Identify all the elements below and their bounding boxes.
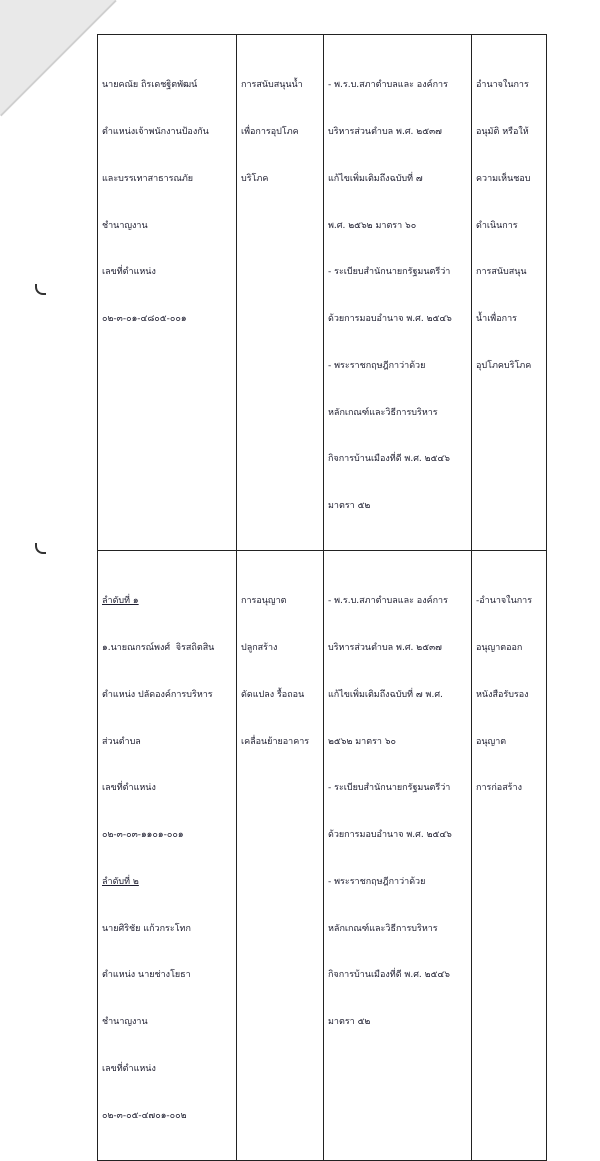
order-label: ลำดับที่ ๒	[102, 876, 139, 887]
order-label: ลำดับที่ ๑	[102, 596, 139, 607]
punch-hole-mark	[35, 284, 46, 295]
text-line: ตำแหน่ง ปลัดองค์การบริหาร	[102, 689, 213, 700]
text-line: อนุญาตออก	[476, 642, 523, 653]
text-line: การสนับสนุนน้ำ	[241, 80, 303, 91]
text-line: บริโภค	[241, 173, 269, 184]
text-line: ๒๕๖๒ มาตรา ๖๐	[328, 736, 397, 747]
text-line: -อำนาจในการ	[476, 596, 533, 607]
law-cell	[324, 35, 472, 551]
text-line: การก่อสร้าง	[476, 783, 522, 794]
text-line: เลขที่ตำแหน่ง	[102, 1064, 156, 1074]
text-line: ความเห็นชอบ	[476, 173, 531, 184]
text-line: กิจการบ้านเมืองที่ดี พ.ศ. ๒๕๔๖	[328, 970, 450, 981]
text-line: กิจการบ้านเมืองที่ดี พ.ศ. ๒๕๔๖	[328, 454, 450, 465]
text-line: หลักเกณฑ์และวิธีการบริหาร	[328, 923, 438, 934]
text-line: ๑.นายณกรณ์พงศ์ จิรสถิตสิน	[102, 642, 215, 653]
text-line: ปลูกสร้าง	[241, 642, 278, 653]
text-line: ตำแหน่งเจ้าพนักงานป้องกัน	[102, 126, 209, 137]
text-line: ๐๒-๓-๐๓-๑๑๐๑-๐๐๑	[102, 830, 184, 841]
text-line: ๐๒-๓-๐๕-๔๗๐๑-๐๐๒	[102, 1110, 187, 1121]
text-line: ดัดแปลง รื้อถอน	[241, 689, 305, 700]
text-line: บริหารส่วนตำบล พ.ศ. ๒๕๓๗	[328, 642, 442, 653]
text-line: การสนับสนุน	[476, 267, 527, 278]
text-line: อุปโภคบริโภค	[476, 360, 532, 371]
text-line: - ระเบียบสำนักนายกรัฐมนตรีว่า	[328, 783, 451, 794]
text-line: แก้ไขเพิ่มเติมถึงฉบับที่ ๗	[328, 173, 423, 184]
text-line: แก้ไขเพิ่มเติมถึงฉบับที่ ๗ พ.ศ.	[328, 689, 443, 700]
text-line: บริหารส่วนตำบล พ.ศ. ๒๕๓๗	[328, 126, 442, 137]
authority-cell	[472, 551, 547, 1161]
punch-hole-mark	[35, 543, 46, 554]
text-line: ดำเนินการ	[476, 220, 518, 231]
table-row	[98, 551, 547, 1161]
text-line: มาตรา ๕๒	[328, 1017, 371, 1028]
text-line: - ระเบียบสำนักนายกรัฐมนตรีว่า	[328, 267, 451, 278]
text-line: - พระราชกฤษฎีกาว่าด้วย	[328, 876, 426, 887]
text-line: อนุญาต	[476, 736, 507, 747]
matter-cell	[237, 35, 324, 551]
text-line: ชำนาญงาน	[102, 1017, 148, 1028]
text-line: อำนาจในการ	[476, 80, 529, 91]
text-line: ด้วยการมอบอำนาจ พ.ศ. ๒๕๔๖	[328, 314, 452, 325]
text-line: การอนุญาต	[241, 596, 287, 607]
text-line: ๐๒-๓-๐๑-๔๘๐๕-๐๐๑	[102, 314, 187, 325]
table-row	[98, 35, 547, 551]
text-line: น้ำเพื่อการ	[476, 314, 517, 325]
text-line: ตำแหน่ง นายช่างโยธา	[102, 970, 191, 981]
text-line: เลขที่ตำแหน่ง	[102, 267, 156, 278]
law-cell	[324, 551, 472, 1161]
text-line: หนังสือรับรอง	[476, 689, 529, 700]
text-line: อนุมัติ หรือให้	[476, 126, 529, 137]
text-line: เลขที่ตำแหน่ง	[102, 783, 156, 794]
text-line: เคลื่อนย้ายอาคาร	[241, 736, 310, 747]
text-line: - พ.ร.บ.สภาตำบลและ องค์การ	[328, 596, 448, 607]
person-cell	[98, 35, 237, 551]
text-line: นายศิริชัย แก้วกระโทก	[102, 923, 191, 934]
text-line: - พระราชกฤษฎีกาว่าด้วย	[328, 360, 426, 371]
text-line: ส่วนตำบล	[102, 736, 141, 747]
text-line: เพื่อการอุปโภค	[241, 126, 299, 137]
text-line: ด้วยการมอบอำนาจ พ.ศ. ๒๕๔๖	[328, 830, 452, 841]
text-line: มาตรา ๕๒	[328, 501, 371, 512]
text-line: หลักเกณฑ์และวิธีการบริหาร	[328, 407, 438, 418]
text-line: ชำนาญงาน	[102, 220, 148, 231]
text-line: - พ.ร.บ.สภาตำบลและ องค์การ	[328, 80, 448, 91]
delegation-table	[97, 34, 547, 1161]
text-line: พ.ศ. ๒๕๖๒ มาตรา ๖๐	[328, 220, 417, 231]
matter-cell	[237, 551, 324, 1161]
authority-cell	[472, 35, 547, 551]
text-line: นายคณัย ถิรเดชฐิตพัฒน์	[102, 80, 198, 91]
person-cell	[98, 551, 237, 1161]
text-line: และบรรเทาสาธารณภัย	[102, 173, 194, 184]
